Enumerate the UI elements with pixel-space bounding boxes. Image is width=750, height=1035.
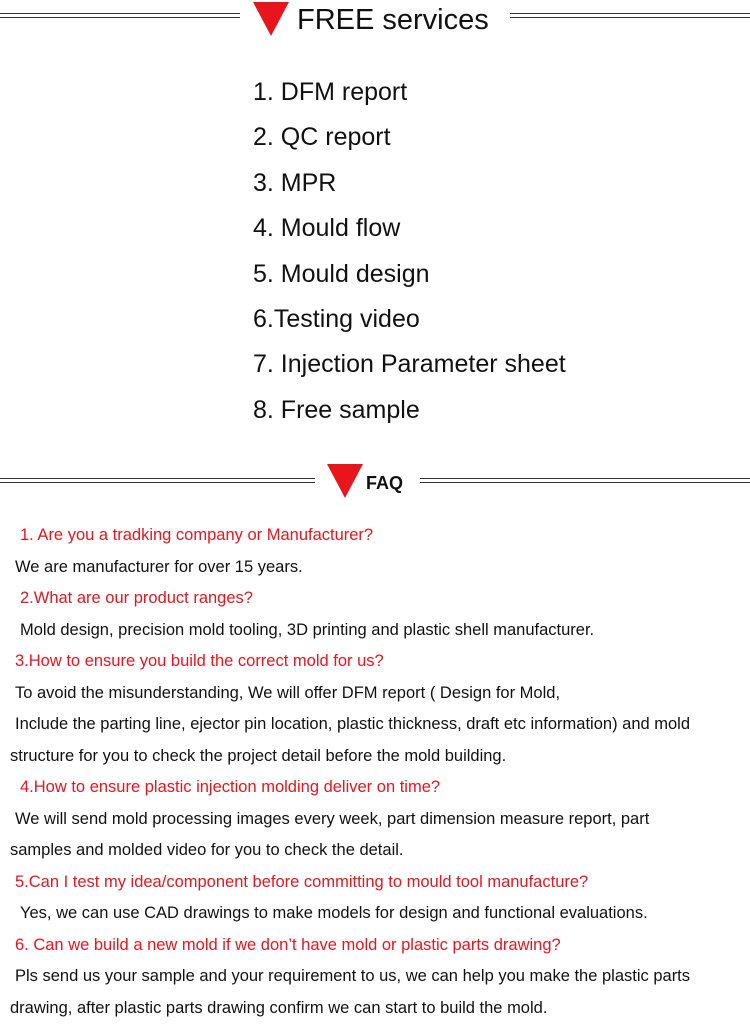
list-item: 2. QC report	[253, 123, 391, 152]
faq-question: 2.What are our product ranges?	[20, 589, 253, 607]
list-item: 4. Mould flow	[253, 214, 401, 243]
services-list	[253, 70, 566, 433]
faq-answer: Include the parting line, ejector pin location, plastic thickness, draft etc information) and mold	[15, 715, 691, 733]
faq-question: 3.How to ensure you build the correct mold for us?	[15, 652, 384, 670]
faq-question: 5.Can I test my idea/component before committing to mould tool manufacture?	[15, 873, 589, 891]
faq-answer: To avoid the misunderstanding, We will offer DFM report ( Design for Mold,	[15, 684, 561, 702]
faq-answer: Pls send us your sample and your requirement to us, we can help you make the plastic parts	[15, 967, 691, 985]
list-item: 6.Testing video	[253, 304, 420, 333]
faq-divider-left	[0, 478, 315, 483]
services-divider-right	[510, 13, 750, 18]
faq-answer: We will send mold processing images every week, part dimension measure report, part	[15, 810, 650, 828]
faq-answer: Yes, we can use CAD drawings to make models for design and functional evaluations.	[20, 904, 648, 922]
list-item: 8. Free sample	[253, 395, 420, 424]
services-triangle-icon	[253, 2, 289, 36]
faq-answer: structure for you to check the project detail before the mold building.	[10, 747, 507, 765]
faq-triangle-icon	[327, 464, 363, 498]
list-item: 7. Injection Parameter sheet	[253, 350, 566, 379]
faq-divider-right	[420, 478, 750, 483]
faq-title: FAQ	[366, 473, 404, 493]
list-item: 1. DFM report	[253, 78, 408, 106]
faq-question: 1. Are you a tradking company or Manufacturer?	[20, 526, 374, 544]
faq-answer: samples and molded video for you to check the detail.	[10, 841, 404, 859]
list-item: 3. MPR	[253, 168, 337, 197]
list-item: 5. Mould design	[253, 259, 430, 288]
services-title: FREE services	[297, 4, 489, 36]
faq-answer: We are manufacturer for over 15 years.	[15, 558, 303, 576]
faq-question: 4.How to ensure plastic injection molding deliver on time?	[20, 778, 441, 796]
faq-answer: Mold design, precision mold tooling, 3D printing and plastic shell manufacturer.	[20, 621, 595, 639]
faq-answer: drawing, after plastic parts drawing confirm we can start to build the mold.	[10, 999, 548, 1017]
services-divider-left	[0, 13, 240, 18]
faq-question: 6. Can we build a new mold if we don’t have mold or plastic parts drawing?	[15, 936, 561, 954]
